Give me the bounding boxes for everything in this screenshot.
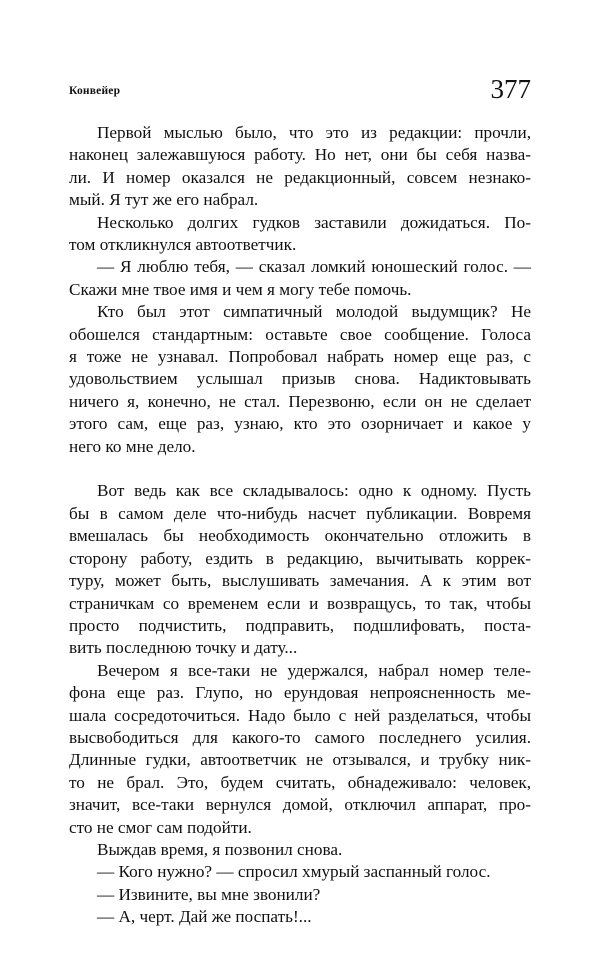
text-line: Вот ведь как все складывалось: одно к одному. Пусть: [97, 481, 531, 501]
text-line: — Я люблю тебя, — сказал ломкий юношеский голос. —: [97, 257, 531, 277]
text-line: — А, черт. Дай же поспать!...: [97, 907, 312, 927]
text-line: него ко мне дело.: [69, 436, 196, 456]
text-line: Первой мыслью было, что это из редакции: прочли,: [97, 123, 531, 142]
text-line: страничкам со временем если и возвращусь, то так, чтобы: [69, 593, 531, 613]
paragraph: [69, 480, 531, 659]
text-line: удовольствием услышал призыв снова. Надиктовывать: [69, 369, 531, 389]
text-line: просто подчистить, подправить, подшлифовать, поста-: [69, 615, 531, 635]
text-line: Выждав время, я позвонил снова.: [97, 839, 343, 859]
text-line: туру, может быть, выслушивать замечания. А к этим вот: [69, 571, 531, 591]
running-head: [69, 72, 531, 104]
text-line: сто не смог сам подойти.: [69, 817, 252, 837]
text-line: вить последнюю точку и дату...: [69, 638, 298, 658]
text-line: шала сосредоточиться. Надо было с ней разделаться, чтобы: [69, 705, 531, 725]
text-line: — Кого нужно? — спросил хмурый заспанный голос.: [97, 862, 491, 882]
running-head-title: Конвейер: [69, 85, 121, 97]
paragraph: [69, 301, 531, 458]
text-line: бы в самом деле что-нибудь насчет публикации. Вовремя: [69, 503, 531, 523]
text-line: ли. И номер оказался не редакционный, совсем незнако-: [69, 167, 531, 187]
text-line: мый. Я тут же его набрал.: [69, 190, 259, 210]
text-line: значит, все-таки вернулся домой, отключил аппарат, про-: [69, 795, 531, 815]
paragraph: [69, 906, 531, 928]
paragraph: [69, 884, 531, 906]
text-line: Кто был этот симпатичный молодой выдумщик? Не: [97, 302, 531, 322]
text-line: ничего я, конечно, не стал. Перезвоню, если он не сделает: [69, 391, 531, 411]
text-line: этого сам, еще раз, узнаю, кто это озорничает и какое у: [69, 414, 531, 434]
text-line: Вечером я все-таки не удержался, набрал номер теле-: [97, 660, 531, 680]
paragraph: [69, 861, 531, 883]
paragraph: [69, 839, 531, 861]
text-line: фона еще раз. Глупо, но ерундовая непроясненность ме-: [69, 683, 531, 703]
paragraph: [69, 212, 531, 257]
text-line: сторону работу, ездить в редакцию, вычитывать коррек-: [69, 548, 531, 568]
paragraph: [69, 660, 531, 839]
body-text-block: [69, 122, 531, 929]
paragraph: [69, 256, 531, 301]
text-line: том откликнулся автоответчик.: [69, 235, 297, 255]
paragraph: [69, 122, 531, 212]
text-line: — Извините, вы мне звонили?: [97, 884, 321, 904]
text-line: Длинные гудки, автоответчик не отзывался, и трубку ник-: [69, 750, 531, 770]
text-line: я тоже не узнавал. Попробовал набрать номер еще раз, с: [69, 347, 531, 367]
text-line: Несколько долгих гудков заставили дожидаться. По-: [97, 212, 531, 232]
text-line: то не брал. Это, будем считать, обнадеживало: человек,: [69, 772, 531, 792]
text-line: вмешалась бы необходимость окончательно отложить в: [69, 526, 531, 546]
text-line: наконец залежавшуюся работу. Но нет, они бы себя назва-: [69, 145, 531, 165]
page-number: 377: [490, 74, 531, 104]
text-line: высвободиться для какого-то самого последнего усилия.: [69, 727, 531, 747]
text-line: Скажи мне твое имя и чем я могу тебе помочь.: [69, 279, 412, 299]
text-line: обошелся стандартным: оставьте свое сообщение. Голоса: [69, 324, 531, 344]
